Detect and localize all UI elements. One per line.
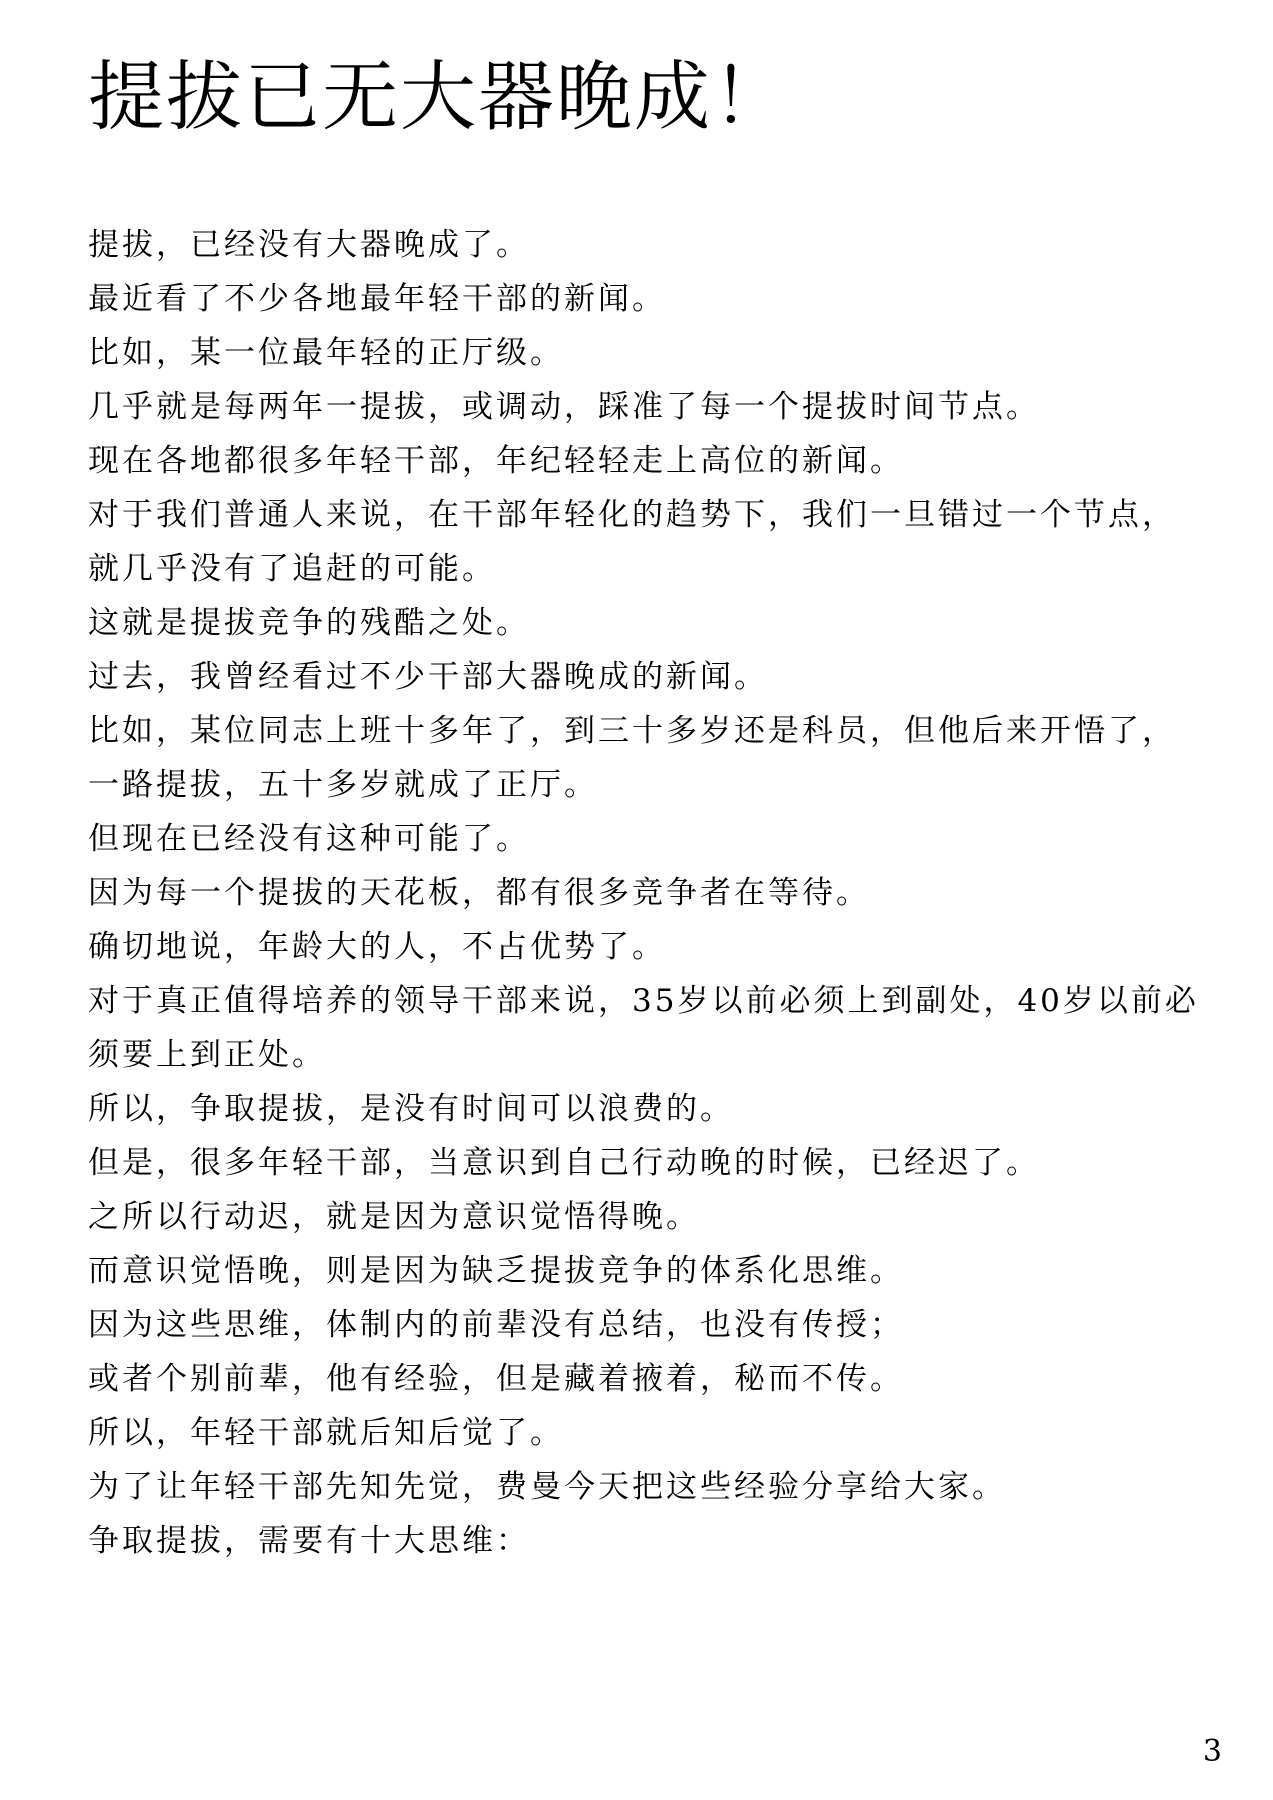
text-line: 但是，很多年轻干部，当意识到自己行动晚的时候，已经迟了。 [88,1145,1040,1181]
text-line: 须要上到正处。 [88,1037,326,1073]
page-number: 3 [1202,1734,1222,1769]
text-line: 或者个别前辈，他有经验，但是藏着掖着，秘而不传。 [88,1361,904,1397]
text-line: 因为每一个提拔的天花板，都有很多竞争者在等待。 [88,875,870,911]
text-line: 最近看了不少各地最年轻干部的新闻。 [88,281,666,317]
text-line: 因为这些思维，体制内的前辈没有总结，也没有传授； [88,1307,904,1343]
text-line: 现在各地都很多年轻干部，年纪轻轻走上高位的新闻。 [88,443,904,479]
text-line: 提拔，已经没有大器晚成了。 [88,227,530,263]
text-line: 比如，某位同志上班十多年了，到三十多岁还是科员，但他后来开悟了， [88,713,1176,749]
text-line: 确切地说，年龄大的人，不占优势了。 [88,929,666,965]
text-line: 而意识觉悟晚，则是因为缺乏提拔竞争的体系化思维。 [88,1253,904,1289]
text-line: 对于我们普通人来说，在干部年轻化的趋势下，我们一旦错过一个节点， [88,497,1176,533]
text-line: 所以，年轻干部就后知后觉了。 [88,1415,564,1451]
text-line: 比如，某一位最年轻的正厅级。 [88,335,564,371]
text-line: 一路提拔，五十多岁就成了正厅。 [88,767,598,803]
text-line: 所以，争取提拔，是没有时间可以浪费的。 [88,1091,734,1127]
text-line: 几乎就是每两年一提拔，或调动，踩准了每一个提拔时间节点。 [88,389,1040,425]
text-line: 对于真正值得培养的领导干部来说，35岁以前必须上到副处，40岁以前必 [88,983,1199,1019]
text-line: 这就是提拔竞争的残酷之处。 [88,605,530,641]
text-line: 争取提拔，需要有十大思维： [88,1523,530,1559]
page-title: 提拔已无大器晚成！ [88,52,790,141]
text-line: 就几乎没有了追赶的可能。 [88,551,496,587]
text-line: 过去，我曾经看过不少干部大器晚成的新闻。 [88,659,768,695]
body-text [88,218,1199,1568]
text-line: 为了让年轻干部先知先觉，费曼今天把这些经验分享给大家。 [88,1469,1006,1505]
text-line: 但现在已经没有这种可能了。 [88,821,530,857]
text-line: 之所以行动迟，就是因为意识觉悟得晚。 [88,1199,700,1235]
